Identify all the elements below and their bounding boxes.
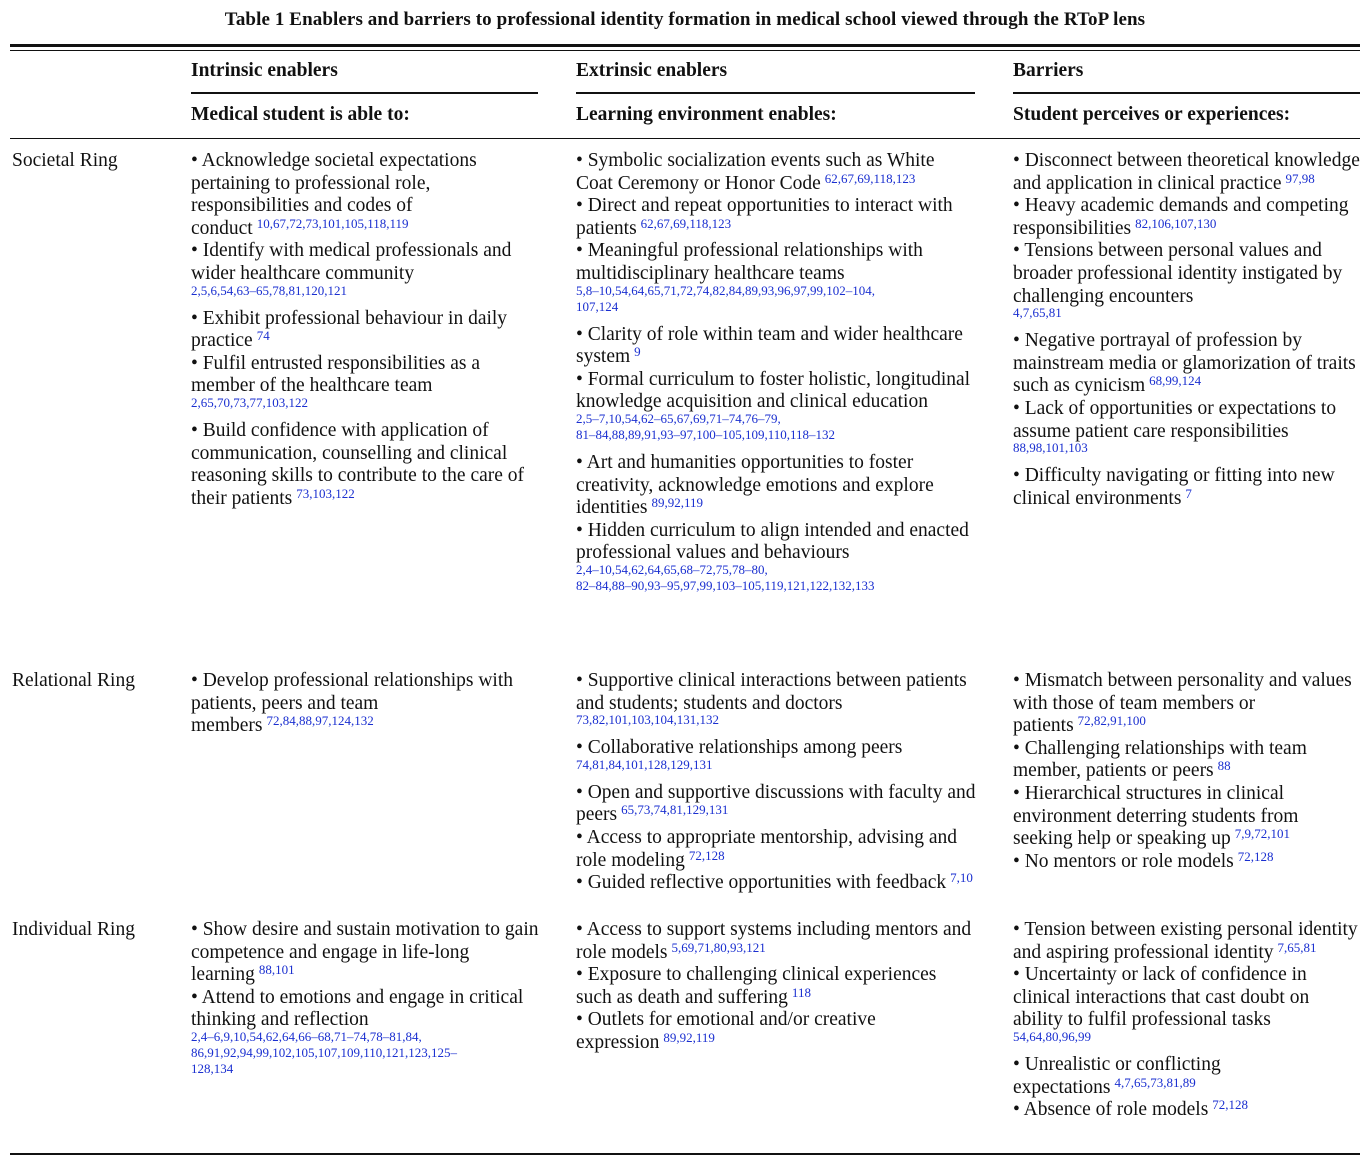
list-item: • Show desire and sustain motivation to gain competence and engage in life-long learning $^{88,101}$ xyxy=(191,919,539,986)
list-item: • Art and humanities opportunities to foster creativity, acknowledge emotions and explore identities $^{89,92,119}$ xyxy=(576,451,934,519)
list-item: • Challenging relationships with team member, patients or peers $^{88}$ xyxy=(1013,737,1307,782)
list-item: • Fulfil entrusted responsibilities as a member of the healthcare team 2,65,70,73,77,103,122 xyxy=(191,352,480,410)
list-item: • Meaningful professional relationships with multidisciplinary healthcare teams 5,8–10,54,64,65,71,72,74,82,84,89,93,96,97,99,102–104, 107,124 xyxy=(576,240,923,314)
ring-label-societal: Societal Ring xyxy=(12,150,118,171)
list-item: • Hierarchical structures in clinical environment deterring students from seeking help or speaking up $^{7,9,72,101}$ xyxy=(1013,782,1299,850)
col-subheader-extrinsic: Learning environment enables: xyxy=(576,104,837,125)
ring-label-relational: Relational Ring xyxy=(12,670,135,691)
list-item: • Unrealistic or conflicting expectations $^{4,7,65,73,81,89}$ xyxy=(1013,1053,1221,1098)
cell-societal-barriers xyxy=(1013,150,1361,510)
list-item: • Hidden curriculum to align intended and enacted professional values and behaviours 2,4–10,54,62,64,65,68–72,75,78–80, 82–84,88–90,93–95,97,99,103–105,119,121,122,132,133 xyxy=(576,519,969,593)
header-bottom-rule xyxy=(10,138,1360,139)
list-item: • Clarity of role within team and wider healthcare system $^9$ xyxy=(576,323,963,368)
list-item: • Tensions between personal values and broader professional identity instigated by challenging encounters 4,7,65,81 xyxy=(1013,240,1343,321)
list-item: • Guided reflective opportunities with feedback $^{7,10}$ xyxy=(576,870,973,894)
list-item: • Identify with medical professionals and wider healthcare community 2,5,6,54,63–65,78,81,120,121 xyxy=(191,240,512,298)
list-item: • Open and supportive discussions with faculty and peers $^{65,73,74,81,129,131}$ xyxy=(576,781,976,826)
list-item: • Heavy academic demands and competing responsibilities $^{82,106,107,130}$ xyxy=(1013,195,1349,239)
col-header-extrinsic: Extrinsic enablers xyxy=(576,60,728,81)
list-item: • Lack of opportunities or expectations to assume patient care responsibilities 88,98,101,103 xyxy=(1013,397,1337,456)
cell-relational-barriers xyxy=(1013,670,1361,873)
list-item: • No mentors or role models $^{72,128}$ xyxy=(1013,848,1274,872)
cell-societal-extrinsic xyxy=(576,150,976,597)
col-subheader-barriers: Student perceives or experiences: xyxy=(1013,104,1291,125)
header-rule-intrinsic xyxy=(191,92,538,94)
table-title: Table 1 Enablers and barriers to professional identity formation in medical school viewed through the RToP lens xyxy=(224,9,1146,30)
list-item: • Symbolic socialization events such as White Coat Ceremony or Honor Code $^{62,67,69,118,123}$ xyxy=(576,150,935,194)
cell-relational-extrinsic xyxy=(576,670,976,895)
ring-label-individual: Individual Ring xyxy=(12,919,135,940)
cell-individual-intrinsic xyxy=(191,919,541,1080)
bottom-rule xyxy=(10,1153,1360,1155)
list-item: • Difficulty navigating or fitting into new clinical environments $^7$ xyxy=(1013,465,1335,509)
list-item: • Supportive clinical interactions between patients and students; students and doctors 73,82,101,103,104,131,132 xyxy=(576,670,967,728)
list-item: • Collaborative relationships among peers 74,81,84,101,128,129,131 xyxy=(576,737,903,772)
list-item: • Outlets for emotional and/or creative expression $^{89,92,119}$ xyxy=(576,1009,876,1053)
list-item: • Absence of role models $^{72,128}$ xyxy=(1013,1097,1249,1121)
cell-societal-intrinsic xyxy=(191,150,541,510)
list-item: • Develop professional relationships with patients, peers and team members $^{72,84,88,97,124,132}$ xyxy=(191,670,514,737)
list-item: • Mismatch between personality and values with those of team members or patients $^{72,82,91,100}$ xyxy=(1013,670,1352,737)
list-item: • Formal curriculum to foster holistic, longitudinal knowledge acquisition and clinical education 2,5–7,10,54,62–65,67,69,71–74,76–79, 81–84,88,89,91,93–97,100–105,109,110,118–132 xyxy=(576,368,971,442)
list-item: • Disconnect between theoretical knowledge and application in clinical practice $^{97,98}$ xyxy=(1013,150,1360,194)
list-item: • Exposure to challenging clinical experiences such as death and suffering $^{118}$ xyxy=(576,964,937,1008)
list-item: • Attend to emotions and engage in critical thinking and reflection 2,4–6,9,10,54,62,64,66–68,71–74,78–81,84, 86,91,92,94,99,102,105,107,109,110,121,123,125– 128,134 xyxy=(191,986,524,1076)
list-item: • Build confidence with application of communication, counselling and clinical reasoning skills to contribute to the care of their patients $^{73,103,122}$ xyxy=(191,419,525,509)
list-item: • Acknowledge societal expectations pertaining to professional role, responsibilities and codes of conduct $^{10,67,72,73,101,105,118,119}$ xyxy=(191,150,477,239)
cell-individual-extrinsic xyxy=(576,919,976,1055)
list-item: • Access to support systems including mentors and role models $^{5,69,71,80,93,121}$ xyxy=(576,919,972,963)
cell-individual-barriers xyxy=(1013,919,1361,1122)
list-item: • Negative portrayal of profession by mainstream media or glamorization of traits such as cynicism $^{68,99,124}$ xyxy=(1013,330,1356,397)
top-rule-thin xyxy=(10,50,1360,51)
top-rule xyxy=(10,44,1360,47)
list-item: • Tension between existing personal identity and aspiring professional identity $^{7,65,81}$ xyxy=(1013,919,1358,963)
header-rule-barriers xyxy=(1013,92,1360,94)
list-item: • Exhibit professional behaviour in daily practice $^{74}$ xyxy=(191,307,508,352)
list-item: • Access to appropriate mentorship, advising and role modeling $^{72,128}$ xyxy=(576,826,958,871)
col-subheader-intrinsic: Medical student is able to: xyxy=(191,104,410,125)
list-item: • Direct and repeat opportunities to interact with patients $^{62,67,69,118,123}$ xyxy=(576,195,953,239)
col-header-barriers: Barriers xyxy=(1013,60,1084,81)
col-header-intrinsic: Intrinsic enablers xyxy=(191,60,338,81)
cell-relational-intrinsic xyxy=(191,670,541,738)
header-rule-extrinsic xyxy=(576,92,975,94)
list-item: • Uncertainty or lack of confidence in clinical interactions that cast doubt on ability to fulfil professional tasks 54,64,80,96,99 xyxy=(1013,964,1310,1044)
